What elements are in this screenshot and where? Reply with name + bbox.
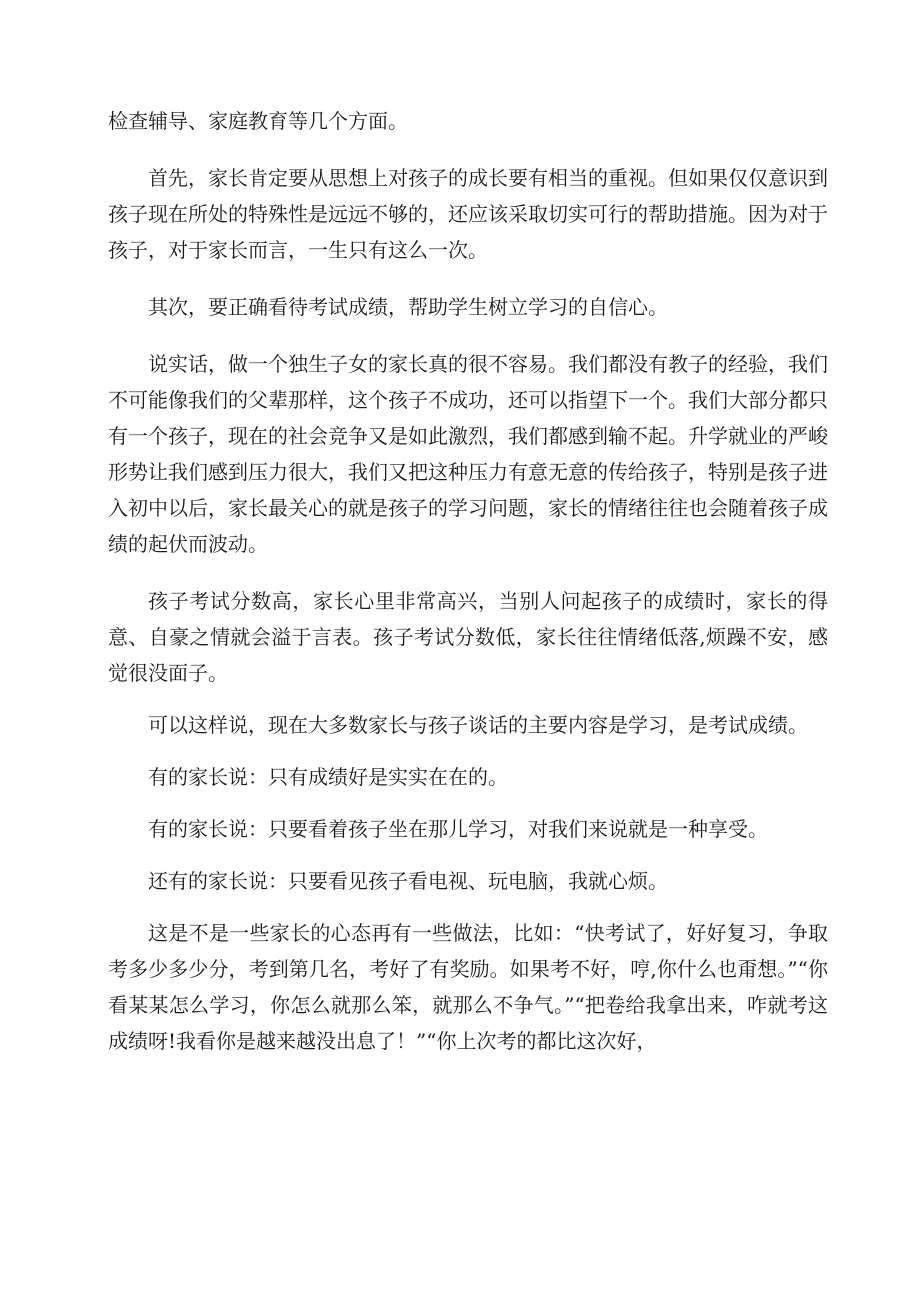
- paragraph-7: 有的家长说：只有成绩好是实实在在的。: [148, 765, 508, 789]
- paragraph-6: 可以这样说，现在大多数家长与孩子谈话的主要内容是学习，是考试成绩。: [148, 713, 808, 737]
- paragraph-10: 这是不是一些家长的心态再有一些做法，比如：“快考试了，好好复习，争取考多少多少分，考到第几名，考好了有奖励。如果考不好，哼,你什么也甭想。”“你看某某怎么学习，你怎么就那么笨，就那么不争气。”“把卷给我拿出来，咋就考这成绩呀!我看你是越来越没出息了！”“你上次考的都比这次好，: [108, 921, 828, 1053]
- paragraph-2: 首先，家长肯定要从思想上对孩子的成长要有相当的重视。但如果仅仅意识到孩子现在所处的特殊性是远远不够的，还应该采取切实可行的帮助措施。因为对于孩子，对于家长而言，一生只有这么一次。: [108, 166, 828, 262]
- paragraph-8: 有的家长说：只要看着孩子坐在那儿学习，对我们来说就是一种享受。: [148, 817, 768, 841]
- paragraph-4: 说实话，做一个独生子女的家长真的很不容易。我们都没有教子的经验，我们不可能像我们的父辈那样，这个孩子不成功，还可以指望下一个。我们大部分都只有一个孩子，现在的社会竞争又是如此激烈，我们都感到输不起。升学就业的严峻形势让我们感到压力很大，我们又把这种压力有意无意的传给孩子，特别是孩子进入初中以后，家长最关心的就是孩子的学习问题，家长的情绪往往也会随着孩子成绩的起伏而波动。: [108, 352, 828, 556]
- paragraph-1: 检查辅导、家庭教育等几个方面。: [108, 109, 408, 133]
- paragraph-5: 孩子考试分数高，家长心里非常高兴，当别人问起孩子的成绩时，家长的得意、自豪之情就会溢于言表。孩子考试分数低，家长往往情绪低落,烦躁不安，感觉很没面子。: [108, 589, 828, 685]
- paragraph-3: 其次，要正确看待考试成绩，帮助学生树立学习的自信心。: [148, 295, 668, 319]
- paragraph-9: 还有的家长说：只要看见孩子看电视、玩电脑，我就心烦。: [148, 869, 668, 893]
- document-page: [108, 103, 828, 1059]
